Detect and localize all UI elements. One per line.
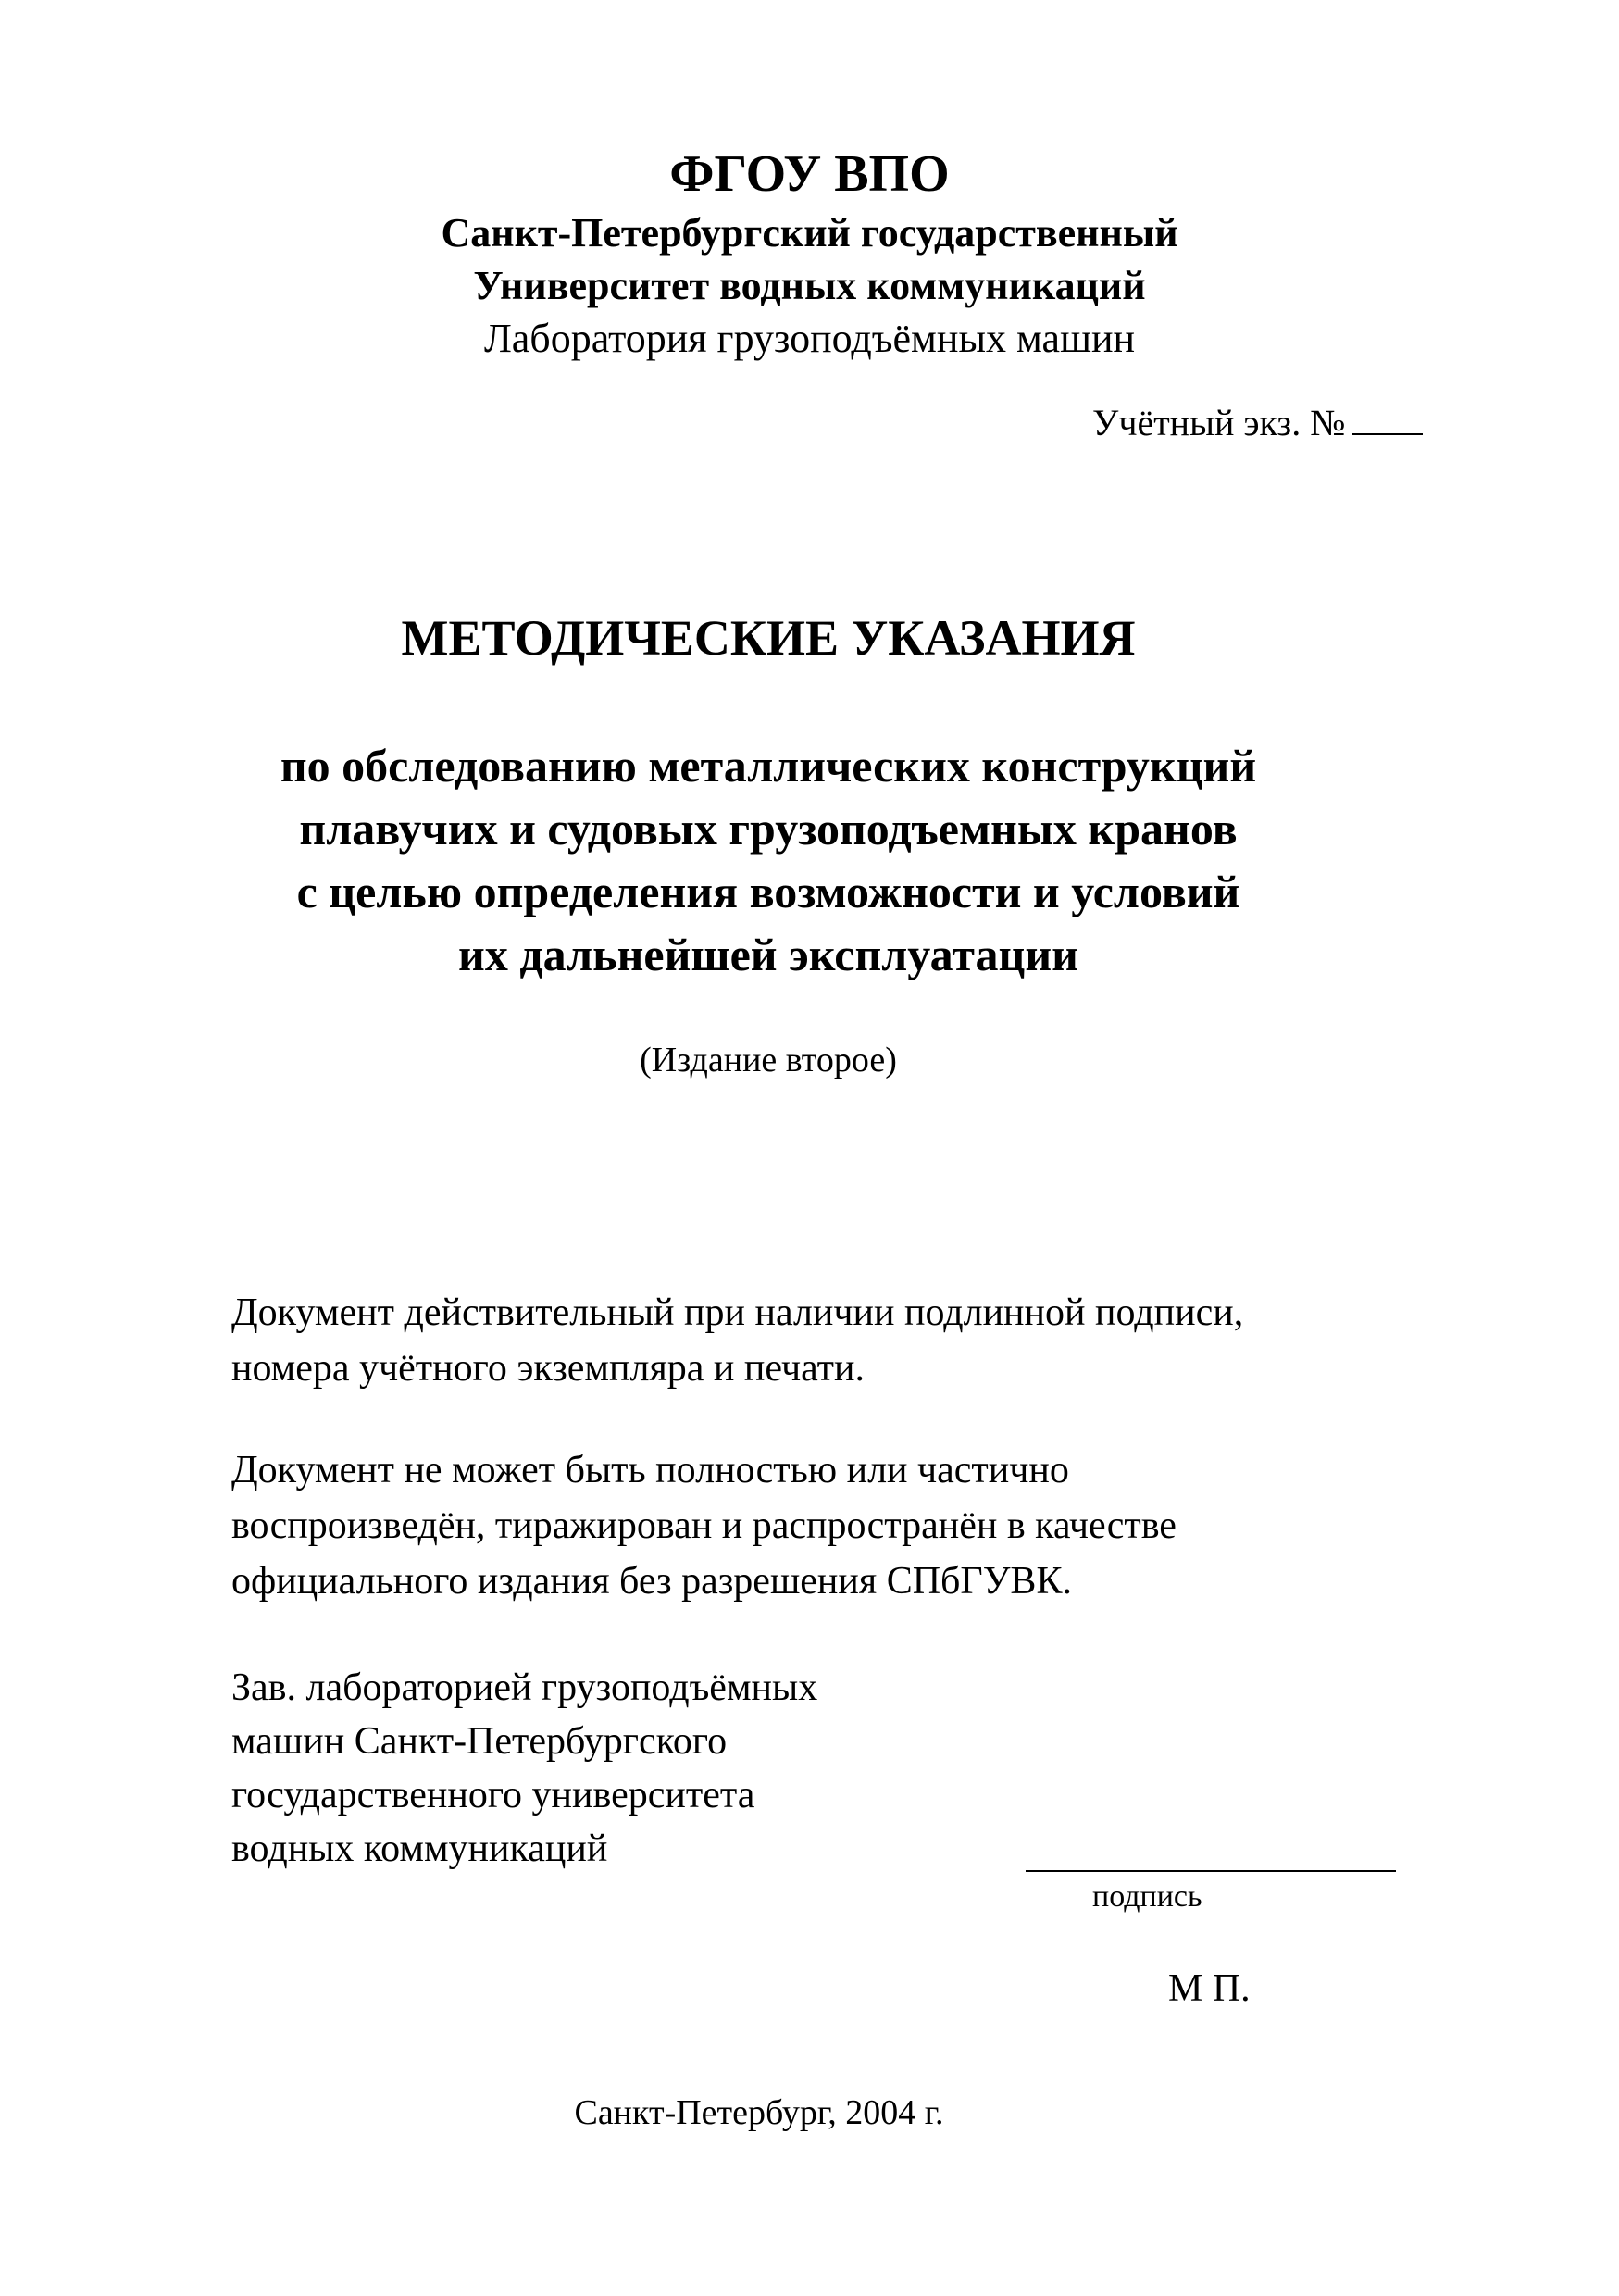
copy-number: [1092, 403, 1423, 443]
copy-number-blank: [1352, 406, 1423, 435]
signatory-line-2: машин Санкт-Петербургского: [231, 1720, 728, 1763]
signature-line: [1026, 1870, 1396, 1872]
signature-caption: подпись: [1092, 1879, 1202, 1914]
seal-mark: М П.: [1168, 1967, 1251, 2010]
reproduction-notice-line-2: воспроизведён, тиражирован и распространён в качестве: [231, 1504, 1177, 1547]
organization-abbreviation: ФГОУ ВПО: [669, 145, 950, 203]
edition-note: (Издание второе): [640, 1041, 897, 1079]
university-name-line-2: Университет водных коммуникаций: [473, 263, 1146, 308]
university-name-line-1: Санкт-Петербургский государственный: [441, 210, 1178, 256]
place-and-year: Санкт-Петербург, 2004 г.: [574, 2093, 944, 2132]
reproduction-notice-line-1: Документ не может быть полностью или частично: [231, 1449, 1069, 1491]
subtitle-line-2: плавучих и судовых грузоподъемных кранов: [299, 803, 1238, 855]
subtitle-line-3: с целью определения возможности и условий: [296, 866, 1240, 917]
validity-notice-line-2: номера учётного экземпляра и печати.: [231, 1347, 865, 1390]
document-title: МЕТОДИЧЕСКИЕ УКАЗАНИЯ: [401, 610, 1136, 666]
subtitle-line-1: по обследованию металлических конструкций: [280, 740, 1257, 792]
signatory-line-1: Зав. лабораторией грузоподъёмных: [231, 1666, 818, 1709]
signatory-line-3: государственного университета: [231, 1774, 755, 1816]
validity-notice-line-1: Документ действительный при наличии подлинной подписи,: [231, 1292, 1244, 1334]
signatory-line-4: водных коммуникаций: [231, 1828, 608, 1870]
subtitle-line-4: их дальнейшей эксплуатации: [458, 929, 1078, 980]
laboratory-name: Лаборатория грузоподъёмных машин: [483, 316, 1136, 361]
copy-number-label: Учётный экз. №: [1092, 402, 1346, 443]
reproduction-notice-line-3: официального издания без разрешения СПбГУВК.: [231, 1560, 1072, 1603]
